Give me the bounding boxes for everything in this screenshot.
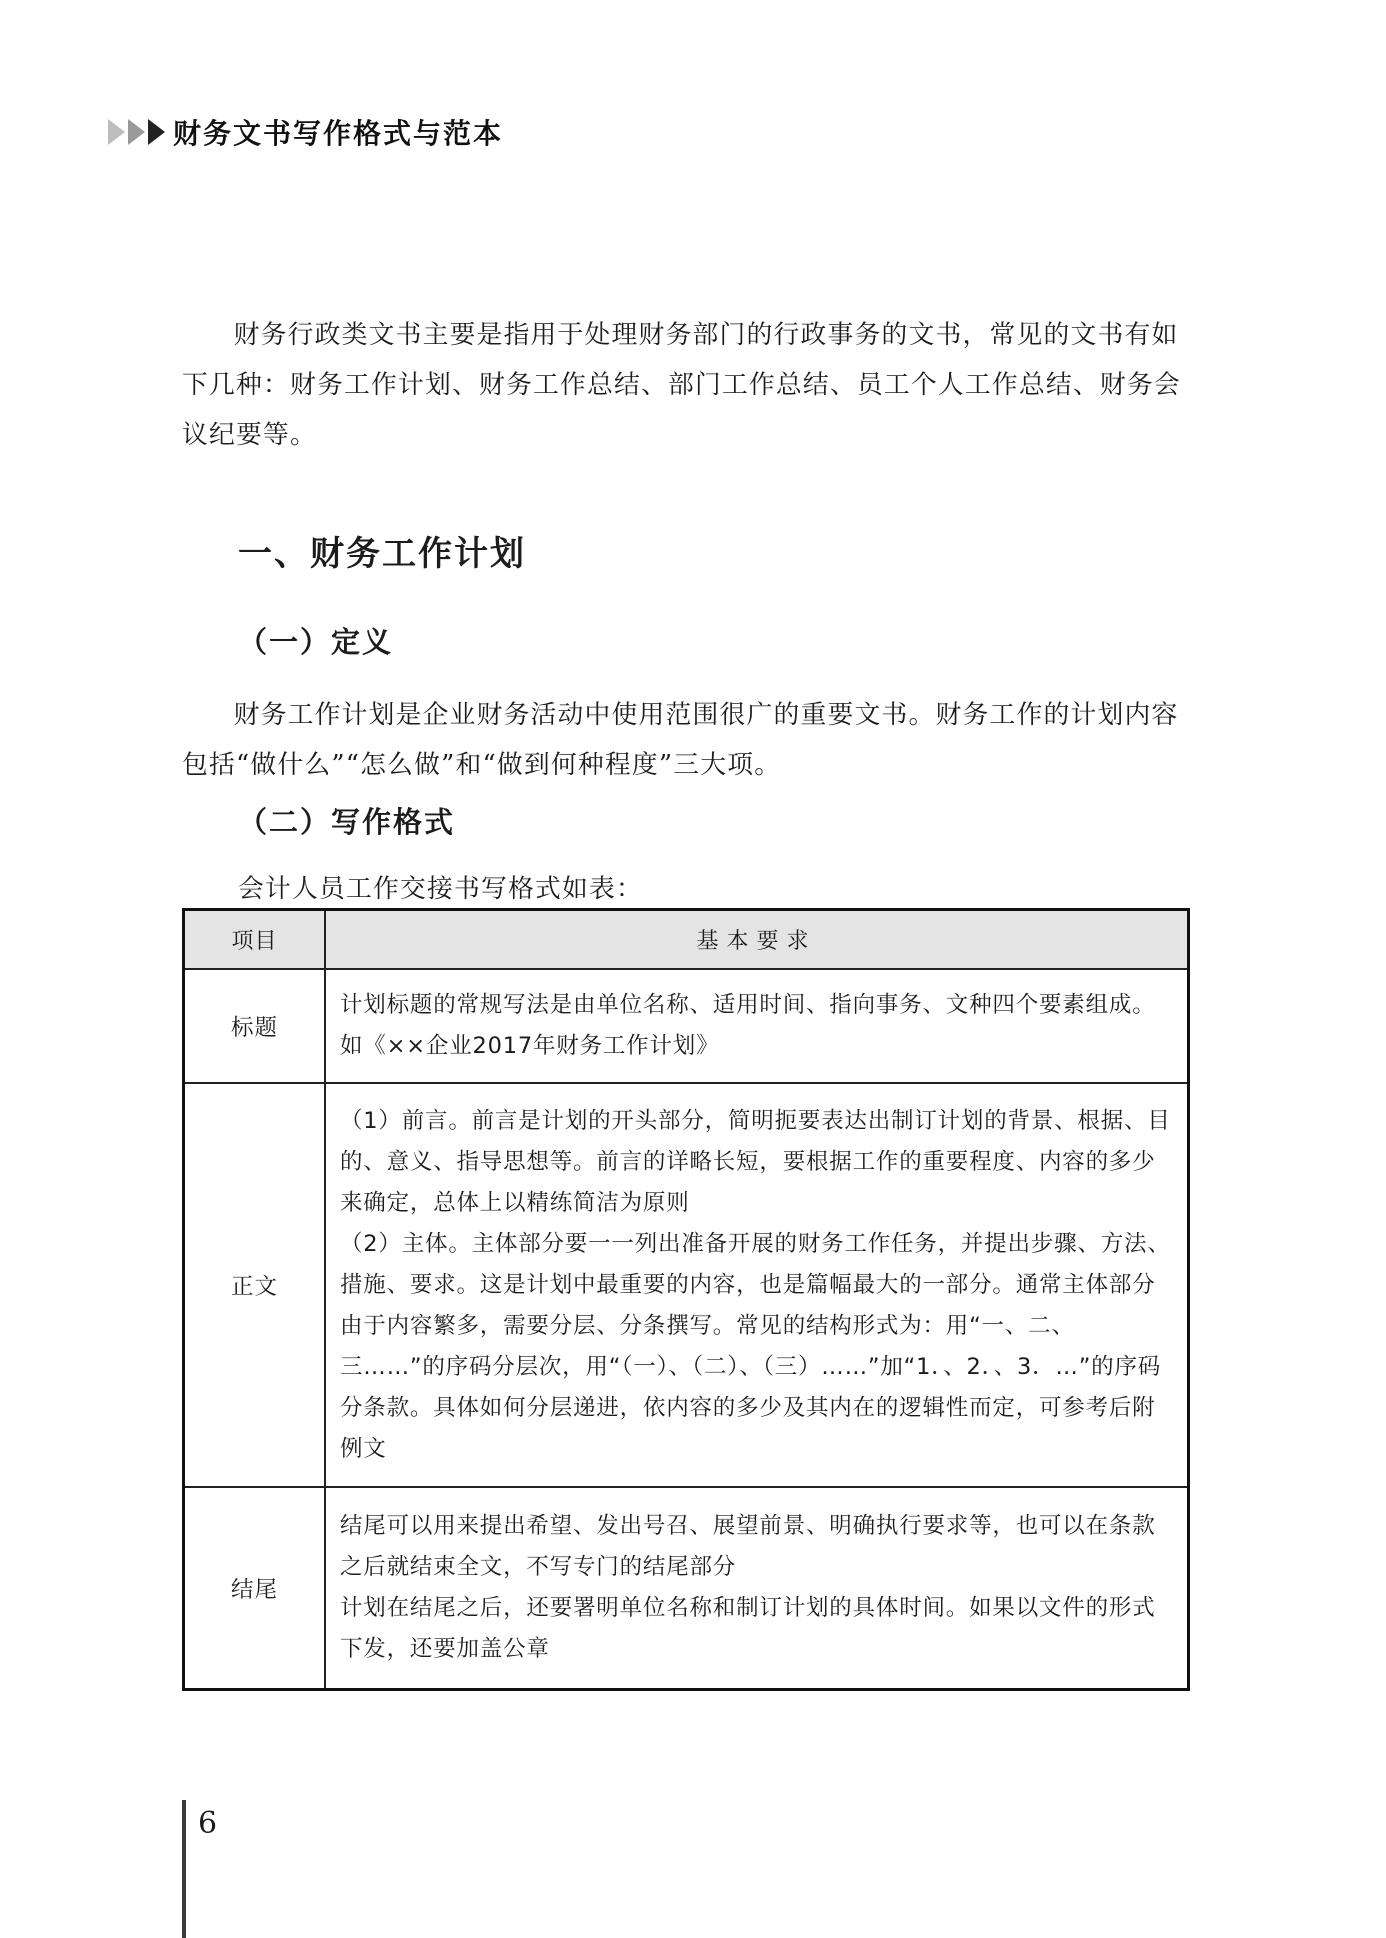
row-item-body: 正文: [184, 1083, 326, 1487]
intro-paragraph: 财务行政类文书主要是指用于处理财务部门的行政事务的文书，常见的文书有如下几种：财务工作计划、财务工作总结、部门工作总结、员工个人工作总结、财务会议纪要等。: [182, 320, 1181, 450]
table-intro: 会计人员工作交接书写格式如表：: [238, 874, 643, 904]
format-table: [182, 908, 1190, 1691]
table-row: [184, 1487, 1189, 1690]
row-item-title: 标题: [184, 969, 326, 1083]
triangle-icon: [148, 119, 165, 145]
format-heading: （二）写作格式: [238, 805, 456, 839]
table-header-row: [184, 910, 1189, 970]
requirement-line: （1）前言。前言是计划的开头部分，简明扼要表达出制订计划的背景、根据、目的、意义、指导思想等。前言的详略长短，要根据工作的重要程度、内容的多少来确定，总体上以精练简洁为原则: [340, 1107, 1171, 1216]
definition-heading: （一）定义: [238, 625, 394, 659]
running-header-title: 财务文书写作格式与范本: [173, 117, 504, 150]
requirement-line: 计划标题的常规写法是由单位名称、适用时间、指向事务、文种四个要素组成。如《××企业2017年财务工作计划》: [340, 992, 1156, 1059]
footer-rule: [182, 1800, 186, 1938]
section-heading: 一、财务工作计划: [238, 534, 526, 574]
row-item-ending: 结尾: [184, 1487, 326, 1690]
row-requirement: [325, 969, 1189, 1083]
triangle-icon: [128, 119, 145, 145]
table-row: [184, 1083, 1189, 1487]
requirement-line: （2）主体。主体部分要一一列出准备开展的财务工作任务，并提出步骤、方法、措施、要求。这是计划中最重要的内容，也是篇幅最大的一部分。通常主体部分由于内容繁多，需要分层、分条撰写。常见的结构形式为：用“一、二、三……”的序码分层次，用“（一）、（二）、（三）……”加“1．、2．、3．…”的序码分条款。具体如何分层递进，依内容的多少及其内在的逻辑性而定，可参考后附例文: [340, 1230, 1171, 1462]
page-number: 6: [198, 1806, 218, 1841]
requirement-line: 结尾可以用来提出希望、发出号召、展望前景、明确执行要求等，也可以在条款之后就结束全文，不写专门的结尾部分: [340, 1513, 1156, 1580]
triangle-icon: [108, 119, 125, 145]
definition-paragraph: 财务工作计划是企业财务活动中使用范围很广的重要文书。财务工作的计划内容包括“做什么”“怎么做”和“做到何种程度”三大项。: [182, 700, 1179, 780]
running-header: [108, 112, 503, 152]
requirement-line: 计划在结尾之后，还要署明单位名称和制订计划的具体时间。如果以文件的形式下发，还要加盖公章: [340, 1595, 1156, 1662]
row-requirement: [325, 1487, 1189, 1690]
column-header-item: 项目: [184, 910, 326, 970]
table-row: [184, 969, 1189, 1083]
row-requirement: [325, 1083, 1189, 1487]
column-header-requirement: 基本要求: [325, 910, 1189, 970]
